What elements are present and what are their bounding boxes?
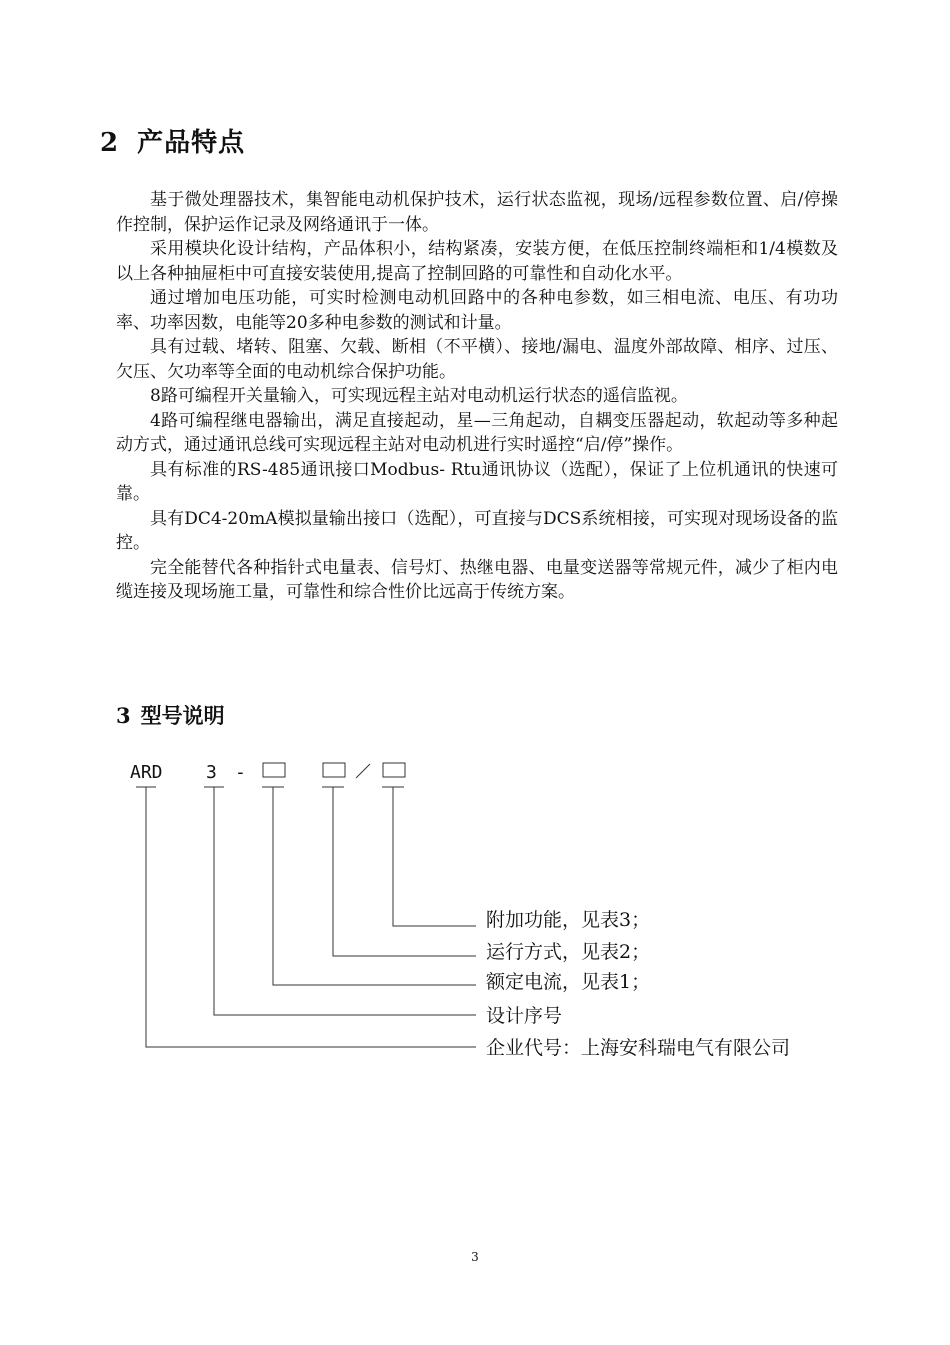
model-slash bbox=[356, 764, 370, 778]
model-box-mode bbox=[323, 763, 345, 777]
label-current: 额定电流，见表1； bbox=[486, 971, 651, 993]
section-2-title: 产品特点 bbox=[137, 128, 246, 158]
section-2-number: 2 bbox=[100, 128, 120, 158]
paragraph: 通过增加电压功能，可实时检测电动机回路中的各种电参数，如三相电流、电压、有功功率、功率因数，电能等20多种电参数的测试和计量。 bbox=[116, 288, 838, 333]
section-3-number: 3 bbox=[116, 703, 131, 728]
paragraph: 完全能替代各种指针式电量表、信号灯、热继电器、电量变送器等常规元件，减少了柜内电缆连接及现场施工量，可靠性和综合性价比远高于传统方案。 bbox=[116, 557, 838, 602]
model-box-current bbox=[263, 763, 285, 777]
section-3-title: 型号说明 bbox=[140, 703, 225, 728]
leader-function bbox=[393, 787, 476, 926]
leader-mode bbox=[333, 787, 476, 956]
paragraph: 4路可编程继电器输出，满足直接起动，星—三角起动，自耦变压器起动，软起动等多种起动方式，通过通讯总线可实现远程主站对电动机进行实时遥控“启/停”操作。 bbox=[116, 410, 838, 455]
paragraph: 采用模块化设计结构，产品体积小，结构紧凑，安装方便，在低压控制终端柜和1/4模数及以上各种抽屉柜中可直接安装使用,提高了控制回路的可靠性和自动化水平。 bbox=[116, 239, 838, 284]
paragraph: 具有DC4-20mA模拟量输出接口（选配），可直接与DCS系统相接，可实现对现场设备的监控。 bbox=[116, 508, 838, 553]
paragraph: 基于微处理器技术，集智能电动机保护技术，运行状态监视，现场/远程参数位置、启/停操作控制，保护运作记录及网络通讯于一体。 bbox=[116, 190, 838, 235]
model-series: 3 bbox=[206, 762, 217, 783]
model-prefix: ARD bbox=[130, 762, 163, 783]
model-box-function bbox=[383, 763, 405, 777]
model-dash: - bbox=[235, 762, 246, 783]
label-function: 附加功能，见表3； bbox=[486, 909, 651, 931]
label-mode: 运行方式，见表2； bbox=[486, 941, 651, 963]
label-design: 设计序号 bbox=[486, 1005, 563, 1027]
paragraph: 具有过载、堵转、阻塞、欠载、断相（不平横）、接地/漏电、温度外部故障、相序、过压、欠压、欠功率等全面的电动机综合保护功能。 bbox=[116, 337, 838, 382]
page-number: 3 bbox=[471, 1250, 479, 1264]
leader-design bbox=[214, 787, 476, 1015]
label-company: 企业代号：上海安科瑞电气有限公司 bbox=[486, 1037, 791, 1059]
leader-current bbox=[273, 787, 476, 985]
leader-company bbox=[146, 787, 476, 1047]
paragraph: 具有标准的RS-485通讯接口Modbus- Rtu通讯协议（选配），保证了上位机通讯的快速可靠。 bbox=[116, 459, 838, 504]
paragraph: 8路可编程开关量输入，可实现远程主站对电动机运行状态的遥信监视。 bbox=[150, 386, 688, 406]
